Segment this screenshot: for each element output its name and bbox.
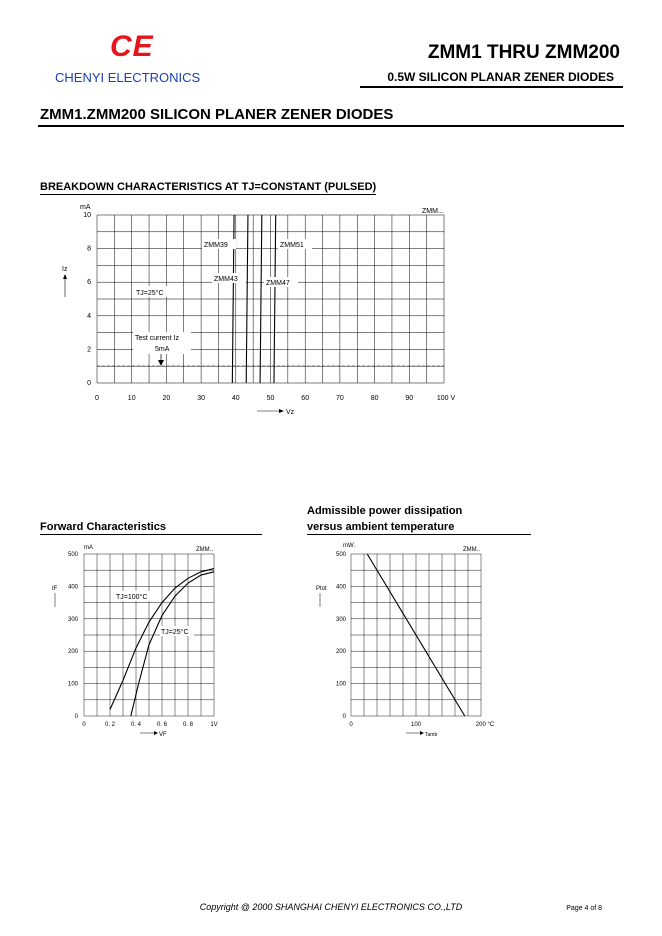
y-tick-label: 4 — [87, 312, 91, 320]
forward-y-unit: mA — [84, 545, 93, 551]
copyright: Copyright @ 2000 SHANGHAI CHENYI ELECTRONICS CO.,LTD — [199, 902, 463, 912]
power-y-symbol: Ptot — [316, 586, 327, 592]
y-tick-label: 400 — [335, 584, 346, 591]
curve-label-zmm39: ZMM39 — [204, 242, 228, 249]
y-tick-label: 100 — [67, 681, 78, 688]
x-tick-label: 1V — [210, 722, 218, 728]
breakdown-condition: TJ=25°C — [136, 290, 164, 297]
breakdown-heading: BREAKDOWN CHARACTERISTICS AT TJ=CONSTANT (PULSED) — [40, 181, 377, 193]
power-heading-line2: versus ambient temperature — [307, 521, 531, 535]
breakdown-x-symbol: Vz — [286, 409, 295, 416]
x-tick-label: 90 — [405, 395, 414, 402]
x-tick-label: 70 — [336, 395, 344, 402]
breakdown-y-symbol: Iz — [62, 266, 68, 273]
x-tick-label: 30 — [197, 395, 205, 402]
breakdown-y-unit: mA — [80, 204, 91, 211]
y-tick-label: 300 — [335, 616, 346, 623]
x-tick-label: 0 — [95, 395, 99, 402]
forward-heading: Forward Characteristics — [40, 521, 262, 535]
curve-label-zmm51: ZMM51 — [280, 242, 304, 249]
x-tick-label: 60 — [301, 395, 310, 402]
y-tick-label: 2 — [87, 346, 91, 354]
y-tick-label: 200 — [67, 649, 78, 656]
document-subtitle: 0.5W SILICON PLANAR ZENER DIODES — [387, 70, 614, 84]
y-tick-label: 6 — [87, 279, 91, 287]
forward-tag: ZMM.. — [196, 547, 213, 553]
x-tick-label: 20 — [162, 395, 171, 402]
y-tick-label: 500 — [335, 552, 346, 558]
y-tick-label: 300 — [67, 616, 78, 623]
x-tick-label: 0. 8 — [182, 722, 194, 728]
breakdown-tag: ZMM... — [422, 208, 444, 215]
power-y-unit: mW. — [343, 543, 355, 549]
power-x-symbol: Tamb — [425, 732, 438, 738]
x-tick-label: 0. 4 — [130, 722, 142, 728]
y-tick-label: 400 — [67, 584, 78, 591]
power-tag: ZMM.. — [463, 547, 480, 553]
curve-label-zmm43: ZMM43 — [214, 276, 238, 283]
page-number: Page 4 of 8 — [566, 905, 602, 912]
x-tick-label: 100 — [410, 722, 422, 728]
x-tick-label: 10 — [127, 395, 136, 402]
x-tick-label: 0 — [82, 722, 86, 728]
x-tick-label: 40 — [231, 395, 240, 402]
test-current-value: 5mA — [155, 346, 170, 353]
forward-y-symbol: IF — [52, 586, 58, 592]
x-tick-label: 0 — [349, 722, 353, 728]
x-tick-label: 200 °C — [475, 722, 495, 728]
document-title: ZMM1 THRU ZMM200 — [427, 42, 620, 63]
brand-logo: CE — [110, 30, 154, 63]
y-tick-label: 500 — [67, 552, 78, 558]
x-tick-label: 100 V — [436, 395, 456, 402]
curve-label-25c: TJ=25°C — [161, 629, 189, 636]
curve-label-100c: TJ=100°C — [116, 594, 148, 601]
y-tick-label: 200 — [335, 649, 346, 656]
y-tick-label: 8 — [87, 245, 91, 253]
test-current-label: Test current Iz — [135, 335, 179, 342]
curve-label-zmm47: ZMM47 — [266, 280, 290, 287]
power-heading-line1: Admissible power dissipation — [307, 505, 463, 517]
y-tick-label: 0 — [342, 714, 346, 720]
y-tick-label: 10 — [83, 212, 91, 219]
forward-x-symbol: VF — [159, 732, 167, 738]
company-name: CHENYI ELECTRONICS — [55, 70, 201, 85]
y-tick-label: 100 — [335, 681, 346, 688]
x-tick-label: 0. 6 — [156, 722, 168, 728]
y-tick-label: 0 — [74, 714, 78, 720]
x-tick-label: 50 — [266, 395, 275, 402]
x-tick-label: 80 — [370, 395, 379, 402]
y-tick-label: 0 — [87, 380, 91, 387]
section-title: ZMM1.ZMM200 SILICON PLANER ZENER DIODES — [40, 106, 394, 123]
x-tick-label: 0. 2 — [104, 722, 116, 728]
